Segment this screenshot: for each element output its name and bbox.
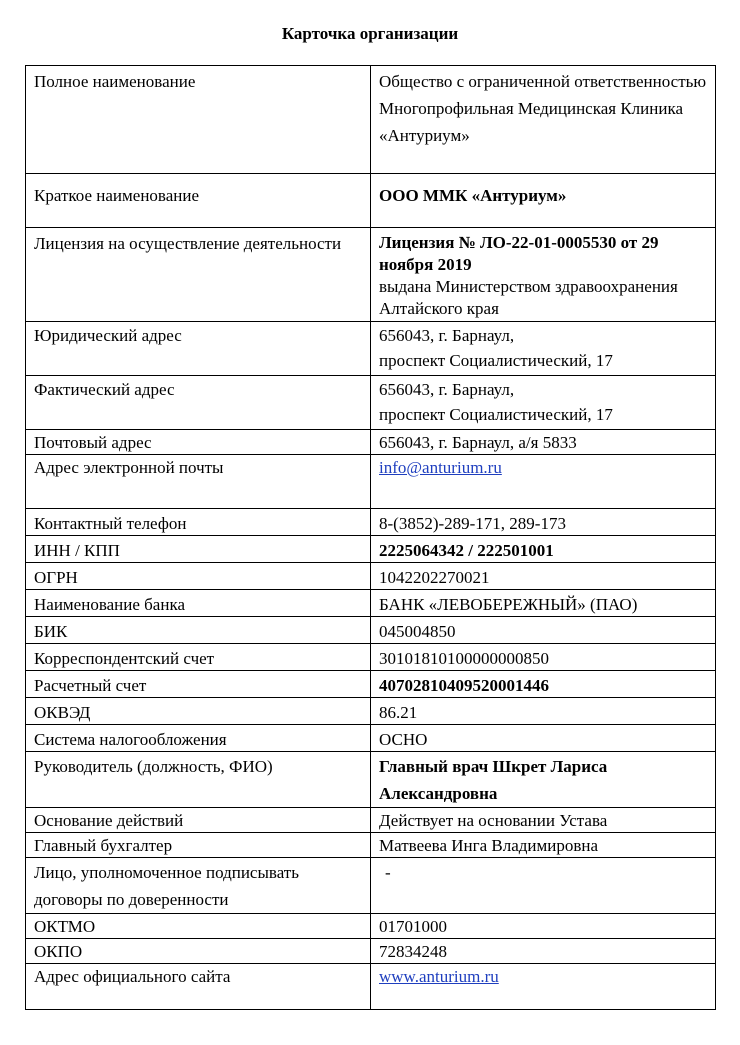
row-value: 8-(3852)-289-171, 289-173	[371, 509, 716, 536]
row-value	[371, 322, 716, 376]
row-label: ОКПО	[26, 939, 371, 964]
row-value	[371, 228, 716, 322]
table-row	[26, 698, 716, 725]
table-row	[26, 455, 716, 509]
row-value: Главный врач Шкрет Лариса Александровна	[371, 752, 716, 808]
row-value	[371, 964, 716, 1010]
row-value: БАНК «ЛЕВОБЕРЕЖНЫЙ» (ПАО)	[371, 590, 716, 617]
table-row	[26, 228, 716, 322]
row-value: Матвеева Инга Владимировна	[371, 833, 716, 858]
organization-card-table	[25, 65, 716, 1010]
row-label: Фактический адрес	[26, 376, 371, 430]
table-row	[26, 964, 716, 1010]
row-label: БИК	[26, 617, 371, 644]
table-row	[26, 644, 716, 671]
website-link[interactable]: www.anturium.ru	[379, 967, 499, 986]
row-value: Действует на основании Устава	[371, 808, 716, 833]
row-value: ОСНО	[371, 725, 716, 752]
row-value: 40702810409520001446	[371, 671, 716, 698]
row-value: 045004850	[371, 617, 716, 644]
table-row	[26, 174, 716, 228]
row-value: 72834248	[371, 939, 716, 964]
row-value: 2225064342 / 222501001	[371, 536, 716, 563]
table-row	[26, 322, 716, 376]
table-row	[26, 752, 716, 808]
row-value	[371, 376, 716, 430]
row-label: Наименование банка	[26, 590, 371, 617]
row-value: Общество с ограниченной ответственностью Многопрофильная Медицинская Клиника «Антуриум»	[371, 66, 716, 174]
row-label: ОКТМО	[26, 914, 371, 939]
row-label: Основание действий	[26, 808, 371, 833]
row-value: 30101810100000000850	[371, 644, 716, 671]
address-line-1: 656043, г. Барнаул,	[379, 380, 515, 399]
row-label: Полное наименование	[26, 66, 371, 174]
row-label: Контактный телефон	[26, 509, 371, 536]
row-label: Краткое наименование	[26, 174, 371, 228]
table-row	[26, 833, 716, 858]
row-value	[371, 455, 716, 509]
row-value: 1042202270021	[371, 563, 716, 590]
table-row	[26, 914, 716, 939]
row-value: 656043, г. Барнаул, а/я 5833	[371, 430, 716, 455]
page-title: Карточка организации	[281, 24, 459, 43]
address-line-1: 656043, г. Барнаул,	[379, 326, 515, 345]
row-label: Система налогообложения	[26, 725, 371, 752]
row-label: Руководитель (должность, ФИО)	[26, 752, 371, 808]
row-label: Лицо, уполномоченное подписывать договоры по доверенности	[26, 858, 371, 914]
table-row	[26, 376, 716, 430]
row-value: ООО ММК «Антуриум»	[371, 174, 716, 228]
email-link[interactable]: info@anturium.ru	[379, 458, 502, 477]
row-label: ОГРН	[26, 563, 371, 590]
row-label: Расчетный счет	[26, 671, 371, 698]
address-line-2: проспект Социалистический, 17	[379, 405, 613, 424]
row-label: Юридический адрес	[26, 322, 371, 376]
table-row	[26, 590, 716, 617]
row-value: -	[371, 858, 716, 914]
table-row	[26, 858, 716, 914]
row-label: ОКВЭД	[26, 698, 371, 725]
table-row	[26, 66, 716, 174]
row-label: ИНН / КПП	[26, 536, 371, 563]
row-label: Почтовый адрес	[26, 430, 371, 455]
row-label: Корреспондентский счет	[26, 644, 371, 671]
table-row	[26, 808, 716, 833]
row-label: Адрес электронной почты	[26, 455, 371, 509]
table-row	[26, 536, 716, 563]
table-row	[26, 617, 716, 644]
table-row	[26, 563, 716, 590]
table-row	[26, 671, 716, 698]
table-row	[26, 509, 716, 536]
table-row	[26, 939, 716, 964]
row-value: 86.21	[371, 698, 716, 725]
row-label: Лицензия на осуществление деятельности	[26, 228, 371, 322]
table-row	[26, 430, 716, 455]
row-label: Главный бухгалтер	[26, 833, 371, 858]
row-value: 01701000	[371, 914, 716, 939]
row-label: Адрес официального сайта	[26, 964, 371, 1010]
license-number: Лицензия № ЛО-22-01-0005530 от 29 ноября 2019	[379, 233, 659, 274]
table-row	[26, 725, 716, 752]
license-issuer: выдана Министерством здравоохранения Алтайского края	[379, 277, 678, 318]
address-line-2: проспект Социалистический, 17	[379, 351, 613, 370]
